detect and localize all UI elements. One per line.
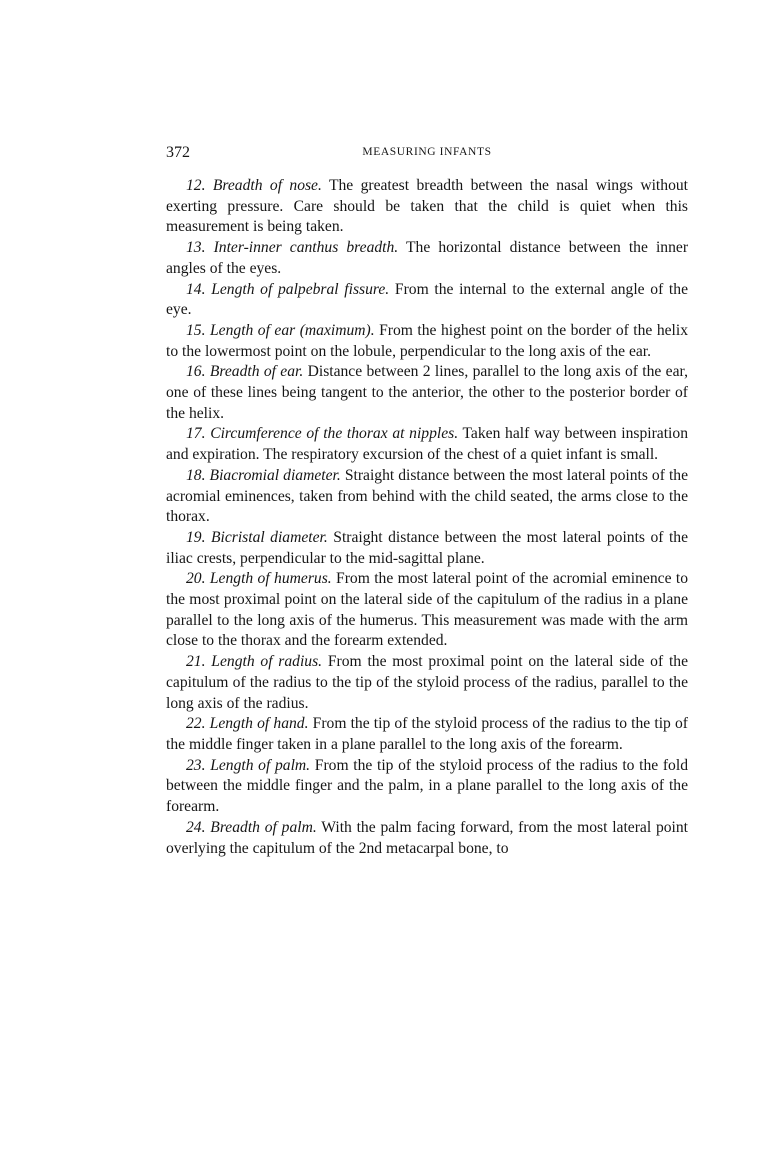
entry-term: Bicristal diameter. <box>210 528 328 546</box>
measurement-entry <box>166 280 688 321</box>
measurement-entry <box>166 714 688 755</box>
entry-number: 12. <box>186 177 206 194</box>
entry-text: With the palm facing forward, from the most lateral point overlying the capitulum of the 2nd metacarpal bone, to <box>166 818 689 857</box>
entry-number: 18. <box>186 466 206 484</box>
entry-text: From the tip of the styloid process of the radius to the fold between the middle finger and the palm, in a plane parallel to the long axis of the forearm. <box>166 756 688 816</box>
measurement-entry <box>166 321 688 362</box>
entry-number: 23. <box>186 756 206 774</box>
entry-term: Length of palm. <box>210 756 311 774</box>
entry-term: Length of palpebral fissure. <box>211 280 390 298</box>
measurement-entry <box>166 569 688 652</box>
entry-term: Length of radius. <box>211 653 323 671</box>
entry-term: Breadth of nose. <box>212 177 322 194</box>
page-number: 372 <box>166 144 190 161</box>
entry-text: From the tip of the styloid process of the radius to the tip of the middle finger taken in a plane parallel to the long axis of the forearm. <box>166 715 688 753</box>
entry-number: 19. <box>186 528 206 546</box>
entry-number: 14. <box>186 280 206 298</box>
document-page <box>166 144 688 859</box>
entry-number: 15. <box>186 321 206 339</box>
measurement-entry <box>166 238 688 279</box>
entry-text: Distance between 2 lines, parallel to the long axis of the ear, one of these lines being tangent to the anterior, the other to the posterior border of the helix. <box>166 363 688 422</box>
running-title: MEASURING INFANTS <box>362 146 492 158</box>
entry-text: Straight distance between the most lateral points of the acromial eminences, taken from behind with the child seated, the arms close to the thorax. <box>166 466 689 526</box>
entry-number: 22. <box>186 715 206 733</box>
measurement-entry <box>166 818 688 859</box>
entry-text: From the internal to the external angle of the eye. <box>166 280 688 319</box>
entry-number: 16. <box>186 363 206 381</box>
entry-number: 20. <box>186 570 206 588</box>
measurement-entry <box>166 756 688 818</box>
entry-number: 21. <box>186 653 206 671</box>
entry-term: Length of humerus. <box>209 570 332 588</box>
measurement-entry <box>166 528 688 569</box>
measurement-list <box>166 176 688 859</box>
entry-term: Breadth of palm. <box>210 818 317 836</box>
entry-text: The greatest breadth between the nasal wings without exerting pressure. Care should be taken that the child is quiet when this measurement is being taken. <box>166 177 688 236</box>
entry-term: Breadth of ear. <box>209 363 304 381</box>
measurement-entry <box>166 424 688 465</box>
entry-term: Length of ear (maximum). <box>210 321 375 339</box>
entry-term: Biacromial diameter. <box>209 466 341 484</box>
measurement-entry <box>166 652 688 714</box>
entry-number: 24. <box>186 818 206 836</box>
entry-term: Inter-inner canthus breadth. <box>213 239 399 257</box>
entry-term: Circumference of the thorax at nipples. <box>210 425 459 443</box>
entry-text: From the most proximal point on the lateral side of the capitulum of the radius to the tip of the styloid process of the radius, parallel to the long axis of the radius. <box>166 653 689 712</box>
entry-text: Taken half way between inspiration and expiration. The respiratory excursion of the chest of a quiet infant is small. <box>166 425 688 464</box>
running-head <box>166 144 688 168</box>
measurement-entry <box>166 176 688 238</box>
measurement-entry <box>166 466 688 528</box>
entry-text: The horizontal distance between the inner angles of the eyes. <box>166 239 689 277</box>
measurement-entry <box>166 362 688 424</box>
entry-number: 17. <box>186 425 206 443</box>
entry-text: From the highest point on the border of the helix to the lowermost point on the lobule, perpendicular to the long axis of the ear. <box>166 321 689 360</box>
entry-term: Length of hand. <box>209 715 309 733</box>
entry-text: From the most lateral point of the acromial eminence to the most proximal point on the lateral side of the capitulum of the radius in a plane parallel to the long axis of the humerus. This measurement was made with the arm close to the thorax and the forearm extended. <box>166 570 688 650</box>
entry-number: 13. <box>186 239 206 257</box>
entry-text: Straight distance between the most lateral points of the iliac crests, perpendicular to the mid-sagittal plane. <box>166 528 688 567</box>
